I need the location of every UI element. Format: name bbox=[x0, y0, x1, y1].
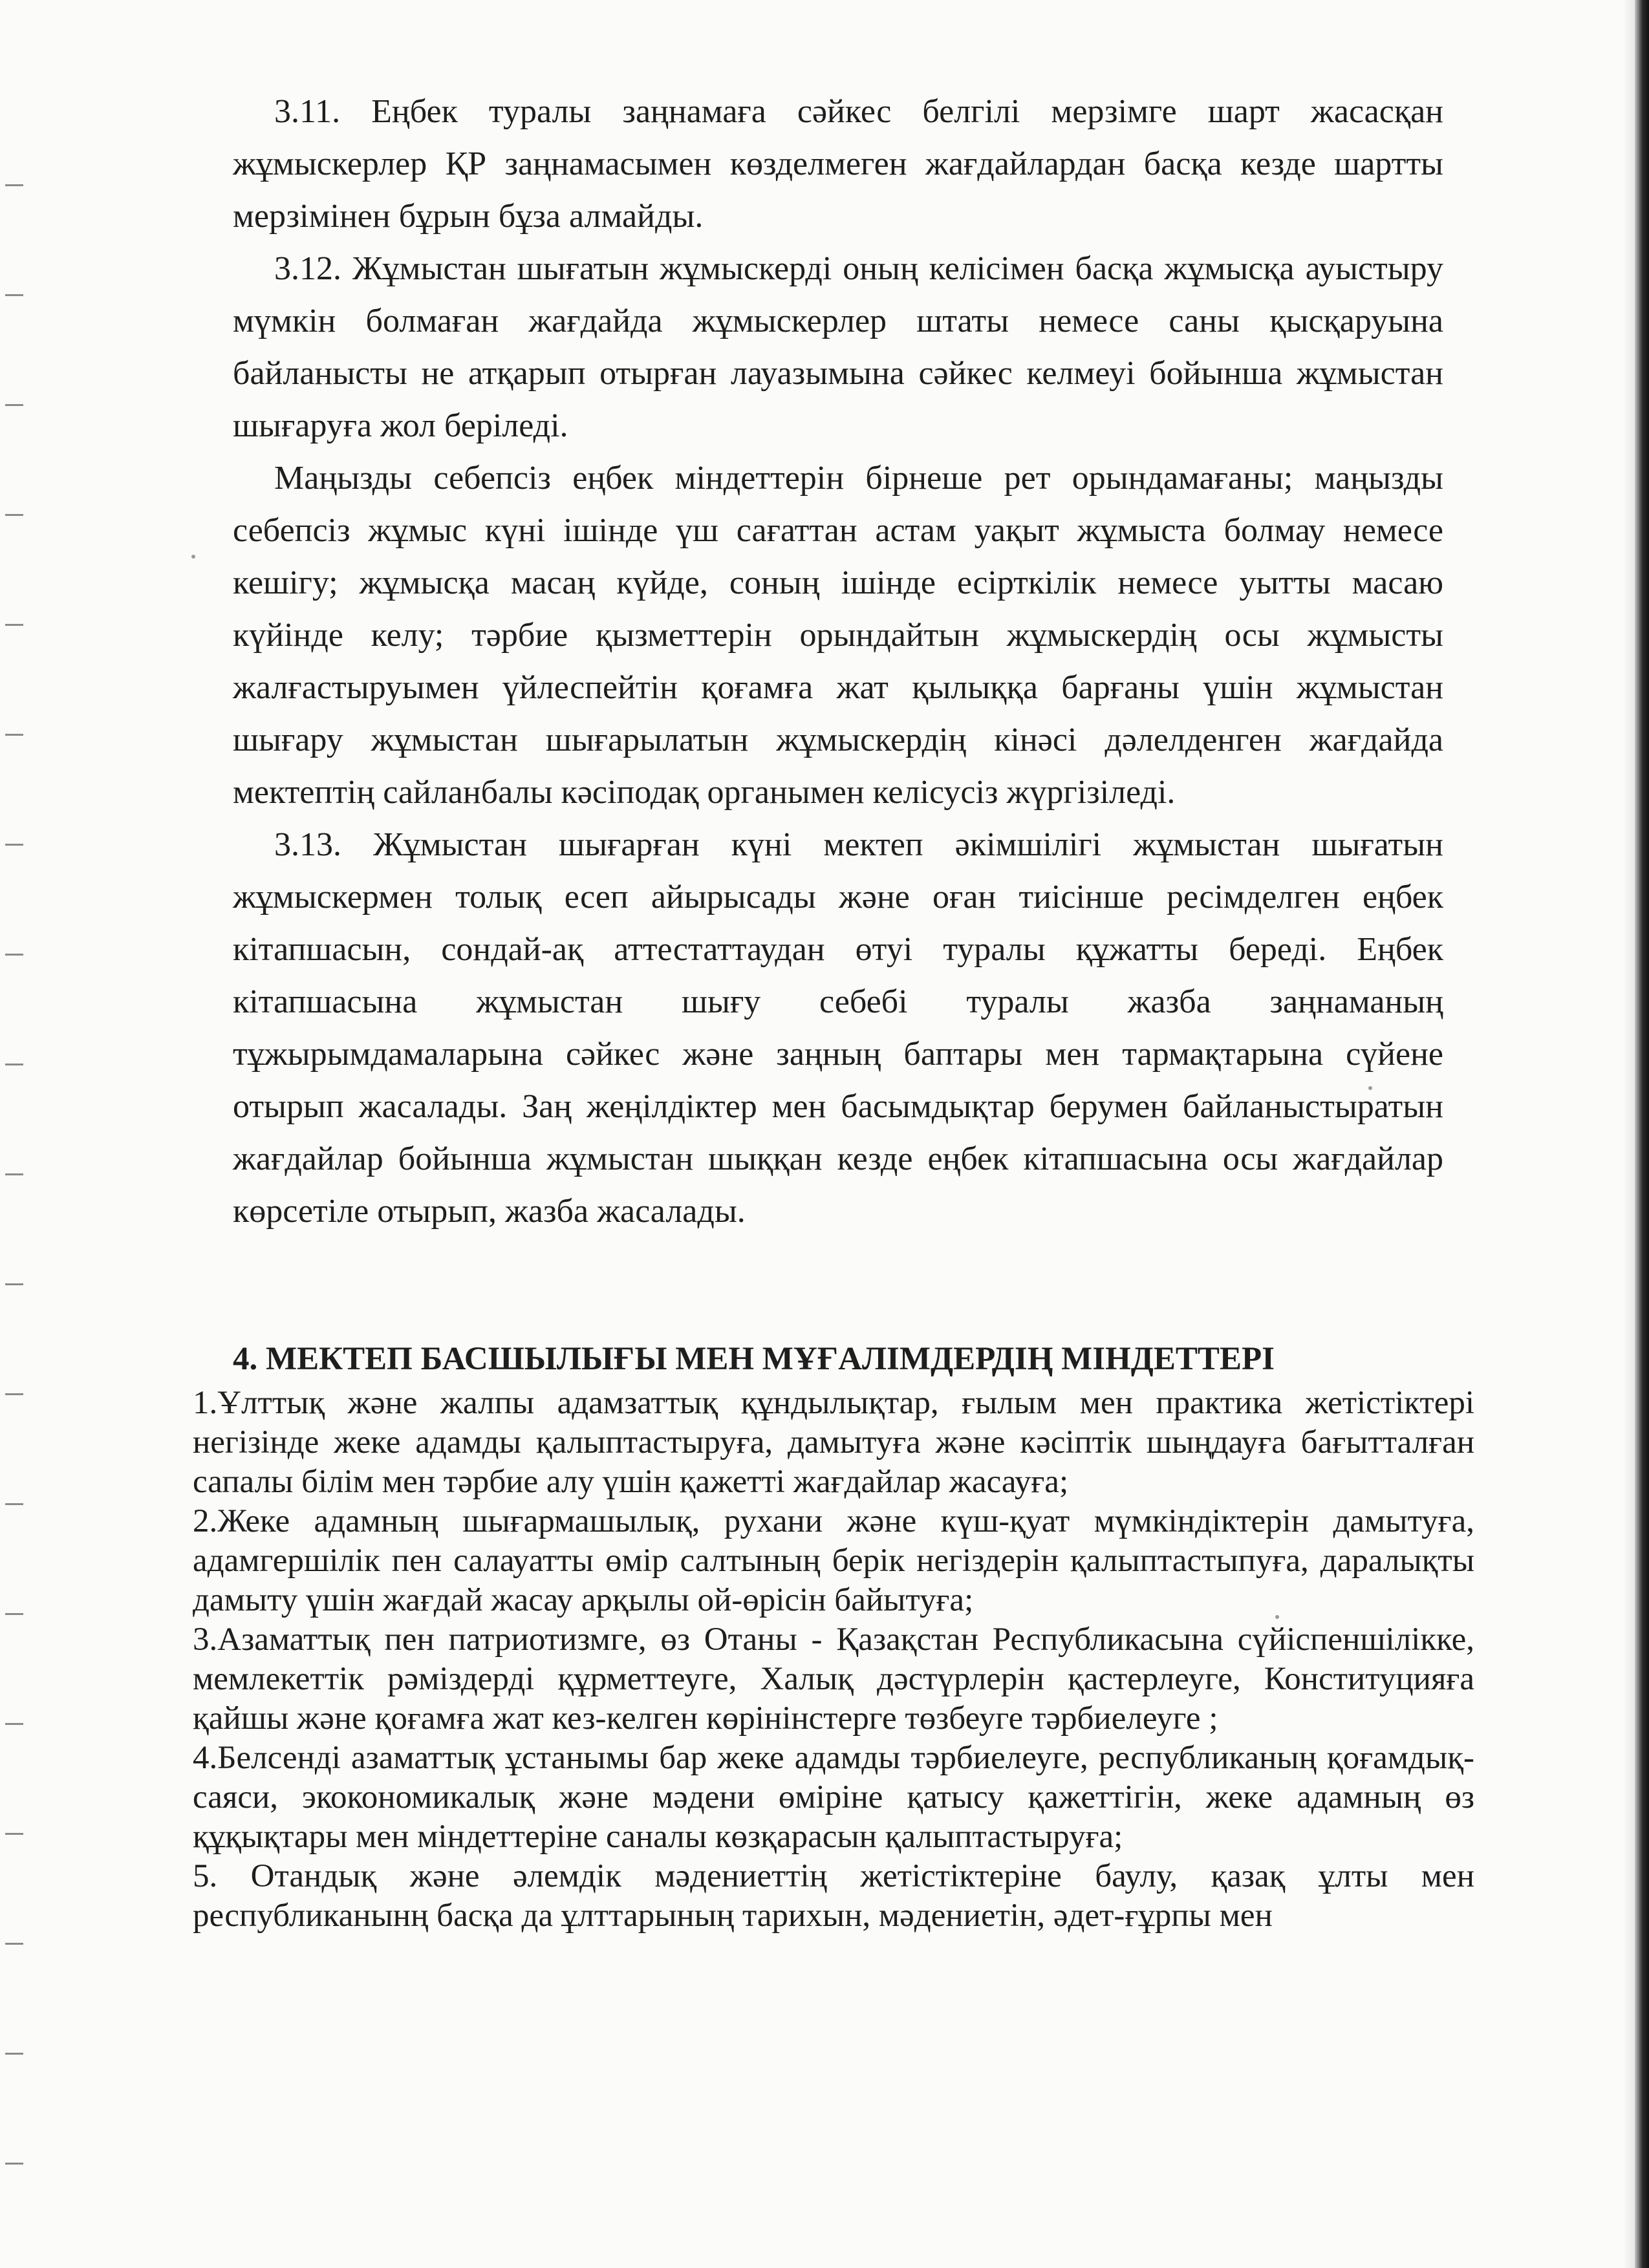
scan-margin-mark bbox=[5, 294, 23, 296]
scan-margin-mark bbox=[5, 1723, 23, 1725]
paragraph-3-13: 3.13. Жұмыстан шығарған күні мектеп әкімшілігі жұмыстан шығатын жұмыскермен толық есеп айырысады және оған тиісінше ресімделген еңбек кітапшасын, сондай-ақ аттестаттаудан өтуі туралы құжатты береді. Еңбек кітапшасына жұмыстан шығу себебі туралы жазба заңнаманың тұжырымдамаларына сәйкес және заңның баптары мен тармақтарына сүйене отырып жасалады. Заң жеңілдіктер мен басымдықтар берумен байланыстыратын жағдайлар бойынша жұмыстан шыққан кезде еңбек кітапшасына осы жағдайлар көрсетіле отырып, жазба жасалады. bbox=[233, 826, 1443, 1230]
body-text-top bbox=[233, 85, 1443, 1237]
scan-margin-mark bbox=[5, 1173, 23, 1175]
scan-margin-mark bbox=[5, 1064, 23, 1065]
scan-margin-mark bbox=[5, 404, 23, 406]
duties-list bbox=[193, 1384, 1474, 1936]
scan-margin-mark bbox=[5, 1503, 23, 1505]
paragraph-3-11: 3.11. Еңбек туралы заңнамаға сәйкес белгілі мерзімге шарт жасасқан жұмыскерлер ҚР заңнамасымен көзделмеген жағдайлардан басқа кезде шартты мерзімінен бұрын бұза алмайды. bbox=[233, 93, 1443, 235]
scan-margin-mark bbox=[5, 1833, 23, 1835]
paragraph-dismissal-grounds: Маңызды себепсіз еңбек міндеттерін бірнеше рет орындамағаны; маңызды себепсіз жұмыс күні ішінде үш сағаттан астам уақыт жұмыста болмау немесе кешігу; жұмысқа масаң күйде, соның ішінде есірткілік немесе уытты масаю күйінде келу; тәрбие қызметтерін орындайтын жұмыскердің осы жұмысты жалғастыруымен үйлеспейтін қоғамға жат қылыққа барғаны үшін жұмыстан шығару жұмыстан шығарылатын жұмыскердің кінәсі дәлелденген жағдайда мектептің сайланбалы кәсіподақ органымен келісусіз жүргізіледі. bbox=[233, 460, 1443, 811]
scan-margin-mark bbox=[5, 954, 23, 956]
list-item: 2.Жеке адамның шығармашылық, рухани және күш-қуат мүмкіндіктерін дамытуға, адамгершілік пен салауатты өмір салтының берік негіздерін қалыптастыпуға, даралықты дамыту үшін жағдай жасау арқылы ой-өрісін байытуға; bbox=[193, 1503, 1474, 1618]
scan-edge-shadow bbox=[1623, 0, 1635, 2268]
scan-margin-mark bbox=[5, 2053, 23, 2055]
scan-margin-mark bbox=[5, 734, 23, 736]
list-item: 1.Ұлттық және жалпы адамзаттық құндылықтар, ғылым мен практика жетістіктері негізінде жеке адамды қалыптастыруға, дамытуға және кәсіптік шыңдауға бағытталған сапалы білім мен тәрбие алу үшін қажетті жағдайлар жасауға; bbox=[193, 1385, 1474, 1500]
scan-margin-mark bbox=[5, 514, 23, 516]
scan-margin-mark bbox=[5, 2163, 23, 2165]
list-item: 4.Белсенді азаматтық ұстанымы бар жеке адамды тәрбиелеуге, республиканың қоғамдық-саяси, экокономикалық және мәдени өміріне қатысу қажеттігін, жеке адамның өз құқықтары мен міндеттеріне саналы көзқарасын қалыптастыруға; bbox=[193, 1740, 1474, 1855]
scan-margin-mark bbox=[5, 184, 23, 186]
scan-margin-mark bbox=[5, 624, 23, 626]
list-item: 5. Отандық және әлемдік мәдениеттің жетістіктеріне баулу, қазақ ұлты мен республиканынң басқа да ұлттарының тарихын, мәдениетін, әдет-ғұрпы мен bbox=[193, 1858, 1474, 1934]
section-heading: 4. МЕКТЕП БАСШЫЛЫҒЫ МЕН МҰҒАЛІМДЕРДІҢ МІНДЕТТЕРІ bbox=[233, 1341, 1275, 1377]
scan-margin-mark bbox=[5, 1283, 23, 1285]
scan-margin-mark bbox=[5, 1393, 23, 1395]
list-item: 3.Азаматтық пен патриотизмге, өз Отаны - Қазақстан Республикасына сүйіспеншілікке, мемлекеттік рәміздерді құрметтеуге, Халық дәстүрлерін қастерлеуге, Конституцияға қайшы және қоғамға жат кез-келген көрінінстерге төзбеуге тәрбиелеуге ; bbox=[193, 1621, 1474, 1737]
scan-edge bbox=[1635, 0, 1649, 2268]
scan-margin-mark bbox=[5, 1943, 23, 1945]
scan-margin-mark bbox=[5, 844, 23, 846]
scan-margin-mark bbox=[5, 1613, 23, 1615]
scan-speck bbox=[191, 555, 195, 559]
paragraph-3-12: 3.12. Жұмыстан шығатын жұмыскерді оның келісімен басқа жұмысқа ауыстыру мүмкін болмаған жағдайда жұмыскерлер штаты немесе саны қысқаруына байланысты не атқарып отырған лауазымына сәйкес келмеуі бойынша жұмыстан шығаруға жол беріледі. bbox=[233, 250, 1443, 444]
